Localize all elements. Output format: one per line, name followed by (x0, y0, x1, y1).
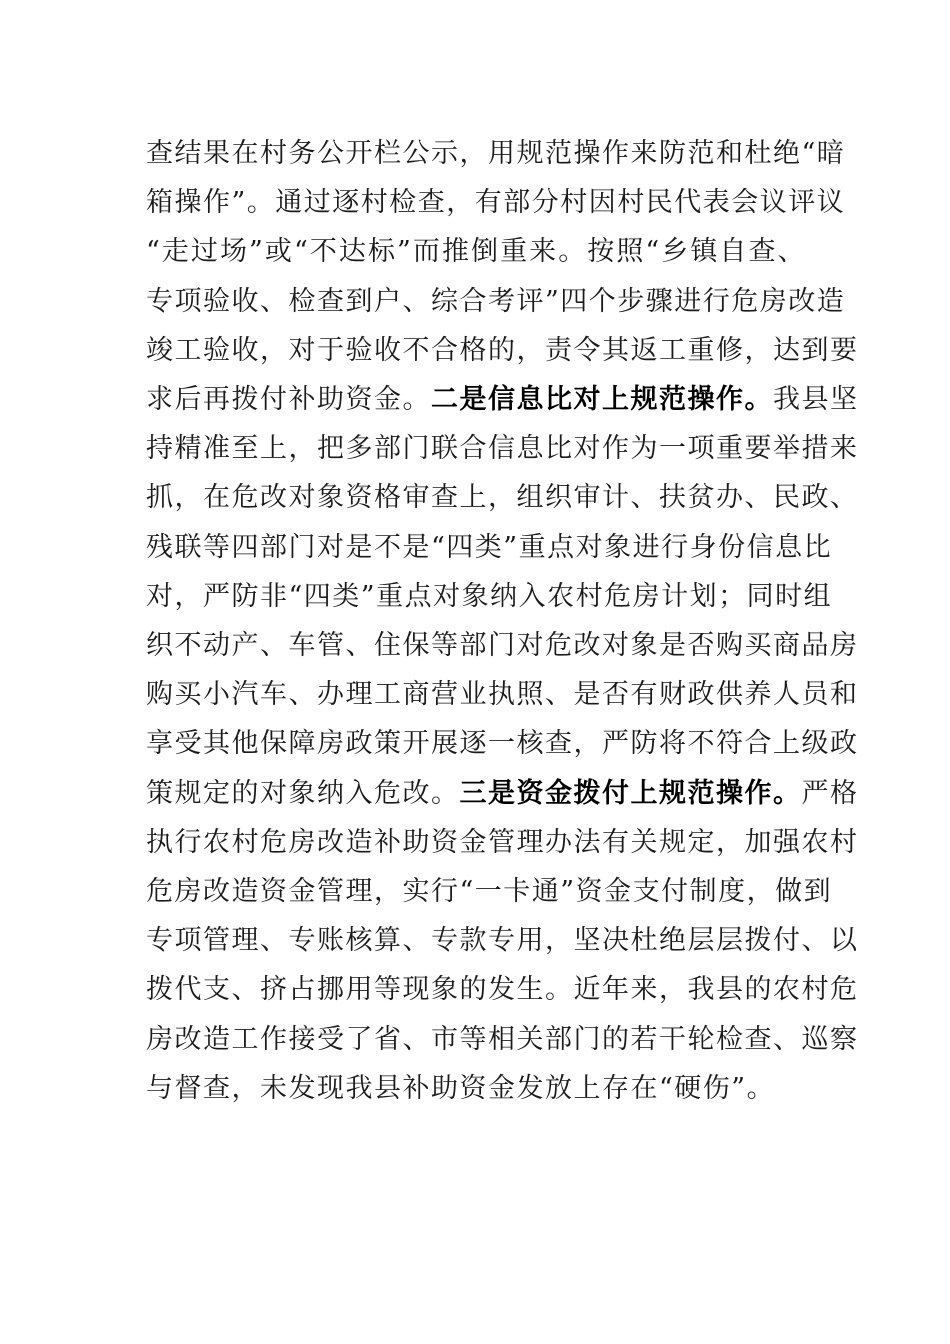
text-segment: 对，严防非“四类”重点对象纳入农村危房计划；同时组 (146, 580, 833, 612)
text-line (146, 380, 859, 420)
text-segment: 购买小汽车、办理工商营业执照、是否有财政供养人员和 (146, 679, 859, 711)
text-segment: 专项管理、专账核算、专款专用，坚决杜绝层层拨付、以 (146, 925, 859, 957)
text-line (146, 331, 859, 371)
text-segment: 查结果在村务公开栏公示，用规范操作来防范和杜绝“暗 (146, 138, 846, 169)
text-line (146, 872, 833, 912)
text-segment: 专项验收、检查到户、综合考评”四个步骤进行危房改造 (146, 285, 846, 317)
text-segment: 危房改造资金管理，实行“一卡通”资金支付制度，做到 (146, 876, 833, 907)
text-line (146, 921, 859, 961)
bold-heading-text: 三是资金拨付上规范操作。 (459, 777, 802, 809)
text-line (146, 626, 859, 666)
text-segment: 求后再拨付补助资金。 (146, 384, 431, 415)
text-line (146, 1020, 859, 1060)
text-line (146, 282, 846, 322)
text-segment: “走过场”或“不达标”而推倒重来。按照“乡镇自查、 (146, 236, 806, 268)
text-line (146, 478, 859, 518)
text-segment: 我县坚 (773, 384, 859, 415)
text-segment: 执行农村危房改造补助资金管理办法有关规定，加强农村 (146, 826, 859, 858)
text-line (146, 675, 859, 715)
text-line (146, 970, 859, 1010)
text-segment: 抓，在危改对象资格审查上，组织审计、扶贫办、民政、 (146, 482, 859, 514)
text-line (146, 577, 833, 617)
bold-heading-text: 二是信息比对上规范操作。 (431, 384, 773, 415)
text-line (146, 774, 859, 814)
text-line (146, 724, 859, 764)
text-line (146, 232, 806, 272)
text-segment: 严格 (801, 777, 859, 809)
text-segment: 持精准至上，把多部门联合信息比对作为一项重要举措来 (146, 433, 859, 465)
text-line (146, 134, 846, 174)
text-segment: 竣工验收，对于验收不合格的，责令其返工重修，达到要 (146, 334, 859, 366)
text-line (146, 429, 859, 469)
text-segment: 箱操作”。通过逐村检查，有部分村因村民代表会议评议 (146, 187, 846, 219)
text-segment: 策规定的对象纳入危改。 (146, 777, 460, 809)
text-segment: 织不动产、车管、住保等部门对危改对象是否购买商品房 (146, 630, 859, 661)
text-segment: 拨代支、挤占挪用等现象的发生。近年来，我县的农村危 (146, 974, 859, 1006)
text-segment: 享受其他保障房政策开展逐一核查，严防将不符合上级政 (146, 728, 859, 760)
text-segment: 与督查，未发现我县补助资金发放上存在“硬伤”。 (146, 1072, 776, 1104)
text-line (146, 528, 833, 568)
text-line (146, 823, 859, 863)
text-line (146, 1069, 806, 1109)
text-segment: 房改造工作接受了省、市等相关部门的若干轮检查、巡察 (146, 1023, 859, 1055)
text-line (146, 183, 846, 223)
text-segment: 残联等四部门对是不是“四类”重点对象进行身份信息比 (146, 531, 833, 563)
